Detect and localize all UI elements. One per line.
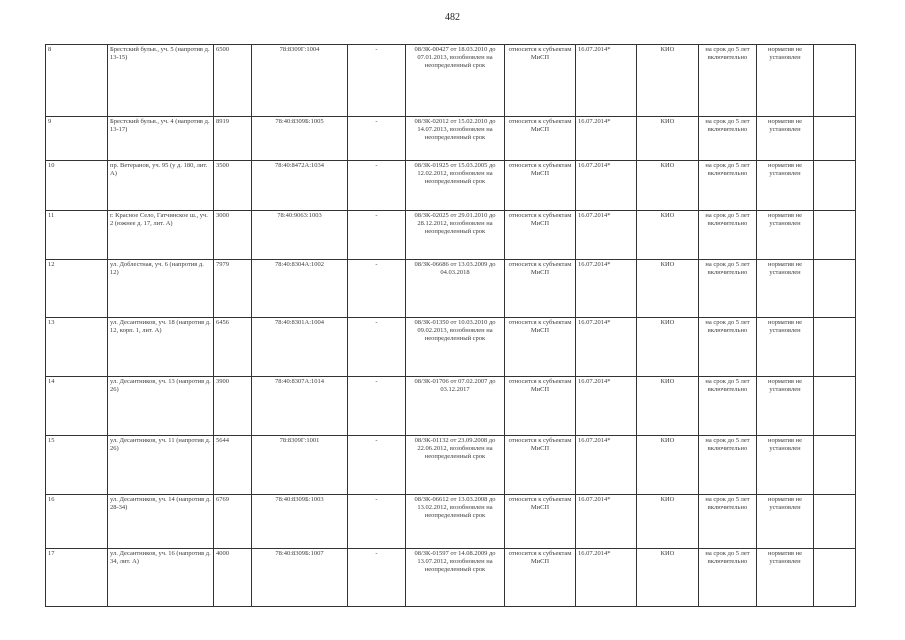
cadastral-number: 78:40:8309Б:1005	[252, 117, 348, 161]
blank-cell	[814, 495, 856, 549]
plot-address: ул. Десантников, уч. 18 (напротив д. 12, корп. 1, лит. А)	[108, 318, 214, 377]
blank-cell	[814, 117, 856, 161]
blank-cell	[814, 260, 856, 318]
plot-address: ул. Доблестная, уч. 6 (напротив д. 12)	[108, 260, 214, 318]
managing-authority: КИО	[637, 117, 699, 161]
row-number: 8	[46, 45, 108, 117]
table-row	[46, 260, 856, 318]
tenant-category: относится к субъектам МиСП	[505, 549, 576, 607]
table-body	[46, 45, 856, 607]
row-number: 9	[46, 117, 108, 161]
lease-agreement: 08/ЗК-01350 от 10.03.2010 до 09.02.2013, возобновлен на неопределенный срок	[406, 318, 505, 377]
empty-value-dash: -	[348, 161, 406, 211]
plot-area: 6500	[214, 45, 252, 117]
cadastral-number: 78:40:8301А:1004	[252, 318, 348, 377]
blank-cell	[814, 211, 856, 260]
cadastral-number: 78:40:8304А:1002	[252, 260, 348, 318]
plot-area: 3000	[214, 211, 252, 260]
table-row	[46, 211, 856, 260]
blank-cell	[814, 549, 856, 607]
row-number: 10	[46, 161, 108, 211]
cadastral-number: 78:40:8472А:1034	[252, 161, 348, 211]
row-number: 17	[46, 549, 108, 607]
plot-area: 5644	[214, 436, 252, 495]
plot-address: г. Красное Село, Гатчинское ш., уч. 2 (южнее д. 17, лит. А)	[108, 211, 214, 260]
inclusion-date: 16.07.2014*	[576, 45, 637, 117]
tenant-category: относится к субъектам МиСП	[505, 117, 576, 161]
land-plot-registry-table	[45, 44, 856, 607]
inclusion-date: 16.07.2014*	[576, 117, 637, 161]
plot-area: 8919	[214, 117, 252, 161]
plot-address: ул. Десантников, уч. 13 (напротив д. 26)	[108, 377, 214, 436]
plot-area: 6769	[214, 495, 252, 549]
tenant-category: относится к субъектам МиСП	[505, 436, 576, 495]
plot-address: ул. Десантников, уч. 14 (напротив д. 28-34)	[108, 495, 214, 549]
tenant-category: относится к субъектам МиСП	[505, 377, 576, 436]
blank-cell	[814, 377, 856, 436]
norm-status: норматив не установлен	[757, 318, 814, 377]
tenant-category: относится к субъектам МиСП	[505, 495, 576, 549]
inclusion-date: 16.07.2014*	[576, 211, 637, 260]
lease-term: на срок до 5 лет включительно	[699, 318, 757, 377]
row-number: 11	[46, 211, 108, 260]
table-row	[46, 45, 856, 117]
cadastral-number: 78:8309Г:1001	[252, 436, 348, 495]
inclusion-date: 16.07.2014*	[576, 260, 637, 318]
table-row	[46, 377, 856, 436]
empty-value-dash: -	[348, 45, 406, 117]
inclusion-date: 16.07.2014*	[576, 161, 637, 211]
cadastral-number: 78:40:9063:1003	[252, 211, 348, 260]
table-row	[46, 318, 856, 377]
plot-area: 3500	[214, 161, 252, 211]
lease-term: на срок до 5 лет включительно	[699, 117, 757, 161]
table-row	[46, 161, 856, 211]
empty-value-dash: -	[348, 318, 406, 377]
blank-cell	[814, 318, 856, 377]
lease-agreement: 08/ЗК-01132 от 23.09.2008 до 22.06.2012, возобновлен на неопределенный срок	[406, 436, 505, 495]
tenant-category: относится к субъектам МиСП	[505, 45, 576, 117]
norm-status: норматив не установлен	[757, 377, 814, 436]
table-row	[46, 436, 856, 495]
empty-value-dash: -	[348, 211, 406, 260]
blank-cell	[814, 161, 856, 211]
row-number: 14	[46, 377, 108, 436]
norm-status: норматив не установлен	[757, 117, 814, 161]
norm-status: норматив не установлен	[757, 161, 814, 211]
table-row	[46, 549, 856, 607]
plot-area: 3900	[214, 377, 252, 436]
lease-agreement: 08/ЗК-02025 от 29.01.2010 до 28.12.2012, возобновлен на неопределенный срок	[406, 211, 505, 260]
lease-term: на срок до 5 лет включительно	[699, 260, 757, 318]
page-number: 482	[445, 12, 460, 23]
managing-authority: КИО	[637, 161, 699, 211]
lease-term: на срок до 5 лет включительно	[699, 377, 757, 436]
plot-area: 6456	[214, 318, 252, 377]
empty-value-dash: -	[348, 549, 406, 607]
lease-term: на срок до 5 лет включительно	[699, 495, 757, 549]
empty-value-dash: -	[348, 117, 406, 161]
norm-status: норматив не установлен	[757, 436, 814, 495]
norm-status: норматив не установлен	[757, 211, 814, 260]
lease-term: на срок до 5 лет включительно	[699, 161, 757, 211]
cadastral-number: 78:40:8307А:1014	[252, 377, 348, 436]
plot-address: ул. Десантников, уч. 11 (напротив д. 26)	[108, 436, 214, 495]
managing-authority: КИО	[637, 318, 699, 377]
lease-agreement: 08/ЗК-00427 от 18.03.2010 до 07.01.2013, возобновлен на неопределенный срок	[406, 45, 505, 117]
lease-agreement: 08/ЗК-02012 от 15.02.2010 до 14.07.2013, возобновлен на неопределенный срок	[406, 117, 505, 161]
norm-status: норматив не установлен	[757, 260, 814, 318]
table-row	[46, 495, 856, 549]
inclusion-date: 16.07.2014*	[576, 549, 637, 607]
managing-authority: КИО	[637, 211, 699, 260]
managing-authority: КИО	[637, 495, 699, 549]
lease-term: на срок до 5 лет включительно	[699, 45, 757, 117]
plot-address: пр. Ветеранов, уч. 95 (у д. 180, лит. А)	[108, 161, 214, 211]
lease-agreement: 08/ЗК-06612 от 13.03.2008 до 13.02.2012, возобновлен на неопределенный срок	[406, 495, 505, 549]
empty-value-dash: -	[348, 436, 406, 495]
managing-authority: КИО	[637, 549, 699, 607]
plot-area: 7979	[214, 260, 252, 318]
managing-authority: КИО	[637, 260, 699, 318]
empty-value-dash: -	[348, 495, 406, 549]
lease-term: на срок до 5 лет включительно	[699, 211, 757, 260]
tenant-category: относится к субъектам МиСП	[505, 260, 576, 318]
lease-agreement: 08/ЗК-06686 от 13.03.2009 до 04.03.2018	[406, 260, 505, 318]
tenant-category: относится к субъектам МиСП	[505, 318, 576, 377]
table-row	[46, 117, 856, 161]
managing-authority: КИО	[637, 377, 699, 436]
row-number: 13	[46, 318, 108, 377]
empty-value-dash: -	[348, 377, 406, 436]
row-number: 16	[46, 495, 108, 549]
plot-address: Брестский бульв., уч. 5 (напротив д. 13-15)	[108, 45, 214, 117]
inclusion-date: 16.07.2014*	[576, 377, 637, 436]
norm-status: норматив не установлен	[757, 45, 814, 117]
norm-status: норматив не установлен	[757, 495, 814, 549]
inclusion-date: 16.07.2014*	[576, 436, 637, 495]
lease-term: на срок до 5 лет включительно	[699, 436, 757, 495]
lease-agreement: 08/ЗК-01597 от 14.08.2009 до 13.07.2012, возобновлен на неопределенный срок	[406, 549, 505, 607]
row-number: 12	[46, 260, 108, 318]
blank-cell	[814, 45, 856, 117]
cadastral-number: 78:8309Г:1004	[252, 45, 348, 117]
lease-term: на срок до 5 лет включительно	[699, 549, 757, 607]
lease-agreement: 08/ЗК-01706 от 07.02.2007 до 03.12.2017	[406, 377, 505, 436]
inclusion-date: 16.07.2014*	[576, 495, 637, 549]
plot-area: 4000	[214, 549, 252, 607]
managing-authority: КИО	[637, 436, 699, 495]
row-number: 15	[46, 436, 108, 495]
plot-address: ул. Десантников, уч. 16 (напротив д. 34, лит. А)	[108, 549, 214, 607]
tenant-category: относится к субъектам МиСП	[505, 161, 576, 211]
cadastral-number: 78:40:8309Б:1007	[252, 549, 348, 607]
empty-value-dash: -	[348, 260, 406, 318]
inclusion-date: 16.07.2014*	[576, 318, 637, 377]
managing-authority: КИО	[637, 45, 699, 117]
norm-status: норматив не установлен	[757, 549, 814, 607]
lease-agreement: 08/ЗК-01925 от 15.03.2005 до 12.02.2012, возобновлен на неопределенный срок	[406, 161, 505, 211]
plot-address: Брестский бульв., уч. 4 (напротив д. 13-17)	[108, 117, 214, 161]
blank-cell	[814, 436, 856, 495]
tenant-category: относится к субъектам МиСП	[505, 211, 576, 260]
cadastral-number: 78:40:8309Б:1003	[252, 495, 348, 549]
